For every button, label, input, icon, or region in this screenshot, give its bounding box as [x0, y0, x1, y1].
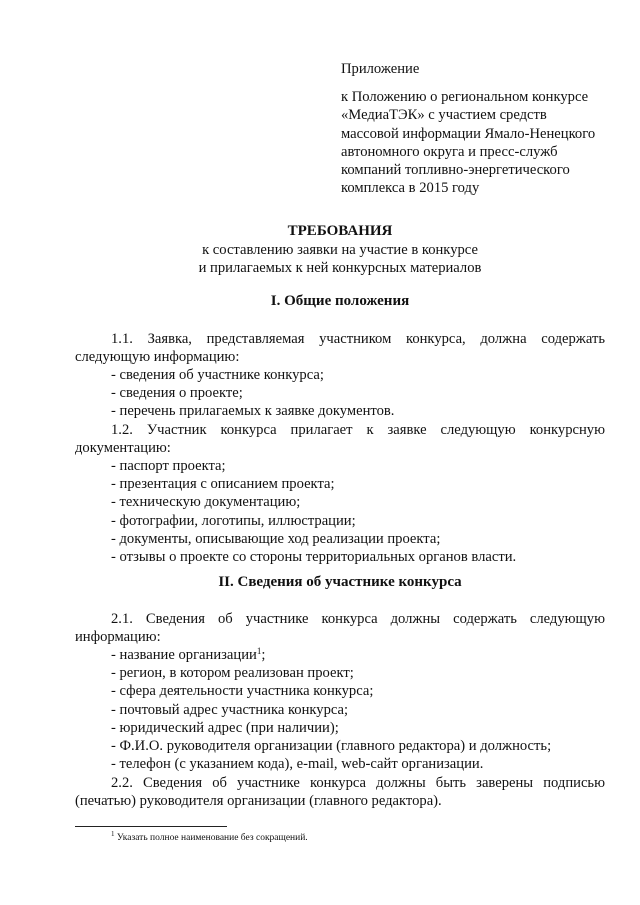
annex-body [341, 88, 611, 197]
paragraph-line: документацию: [75, 440, 171, 457]
list-item: - документы, описывающие ход реализации проекта; [111, 530, 441, 547]
document-title: ТРЕБОВАНИЯ [287, 223, 393, 239]
footnote-text: Указать полное наименование без сокращений. [114, 833, 308, 843]
paragraph-line: информацию: [75, 629, 161, 646]
list-item: - паспорт проекта; [111, 458, 226, 474]
section-1-title: I. Общие положения [270, 293, 410, 309]
list-1-2 [111, 457, 605, 566]
paragraph-1-2 [75, 421, 605, 457]
list-item-text: - название организации [111, 647, 257, 663]
list-item: - телефон (с указанием кода), e-mail, web-сайт организации. [111, 756, 484, 773]
annex-line: компаний топливно-энергетического [341, 162, 570, 179]
list-item [111, 646, 605, 664]
paragraph-2-1 [75, 610, 605, 646]
list-1-1 [111, 366, 605, 421]
annex-line: «МедиаТЭК» с участием средств [341, 107, 547, 124]
list-item: - юридический адрес (при наличии); [111, 719, 339, 736]
paragraph-line: 2.2. Сведения об участнике конкурса должны быть заверены подписью [111, 775, 605, 791]
list-item: - регион, в котором реализован проект; [111, 665, 354, 682]
annex-line: комплекса в 2015 году [341, 180, 480, 197]
list-item: - техническую документацию; [111, 494, 301, 511]
list-item: - сведения об участнике конкурса; [111, 367, 324, 383]
paragraph-line: следующую информацию: [75, 349, 240, 366]
annex-line: массовой информации Ямало-Ненецкого [341, 125, 596, 142]
list-item: - почтовый адрес участника конкурса; [111, 701, 349, 718]
document-heading [75, 222, 605, 278]
document-subtitle-line: к составлению заявки на участие в конкурсе [202, 242, 478, 259]
list-item: - отзывы о проекте со стороны территориальных органов власти. [111, 549, 517, 566]
annex-block [341, 60, 611, 197]
list-item: - презентация с описанием проекта; [111, 476, 335, 493]
list-item: - фотографии, логотипы, иллюстрации; [111, 512, 356, 529]
list-item-suffix: ; [261, 647, 266, 663]
list-2-1 [111, 646, 605, 773]
annex-line: автономного округа и пресс-служб [341, 143, 558, 160]
footnote [111, 832, 308, 844]
paragraph-line: 1.1. Заявка, представляемая участником конкурса, должна содержать [111, 331, 605, 347]
annex-title: Приложение [341, 61, 420, 77]
list-item: - Ф.И.О. руководителя организации (главного редактора) и должность; [111, 738, 552, 755]
list-item: - сведения о проекте; [111, 385, 243, 402]
paragraph-line: (печатью) руководителя организации (главного редактора). [75, 793, 442, 810]
paragraph-line: 1.2. Участник конкурса прилагает к заявке следующую конкурсную [111, 422, 605, 438]
footnote-separator [75, 826, 227, 827]
paragraph-line: 2.1. Сведения об участнике конкурса должны содержать следующую [111, 611, 605, 627]
section-2-title: II. Сведения об участнике конкурса [218, 574, 462, 590]
paragraph-2-2 [75, 774, 605, 810]
paragraph-1-1 [75, 330, 605, 366]
document-subtitle-line: и прилагаемых к ней конкурсных материалов [198, 260, 482, 277]
footnote-reference[interactable]: 1 [256, 646, 262, 656]
list-item: - перечень прилагаемых к заявке документов. [111, 403, 395, 420]
list-item: - сфера деятельности участника конкурса; [111, 683, 374, 700]
annex-line: к Положению о региональном конкурсе [341, 89, 589, 106]
footnote-mark: 1 [111, 830, 115, 838]
